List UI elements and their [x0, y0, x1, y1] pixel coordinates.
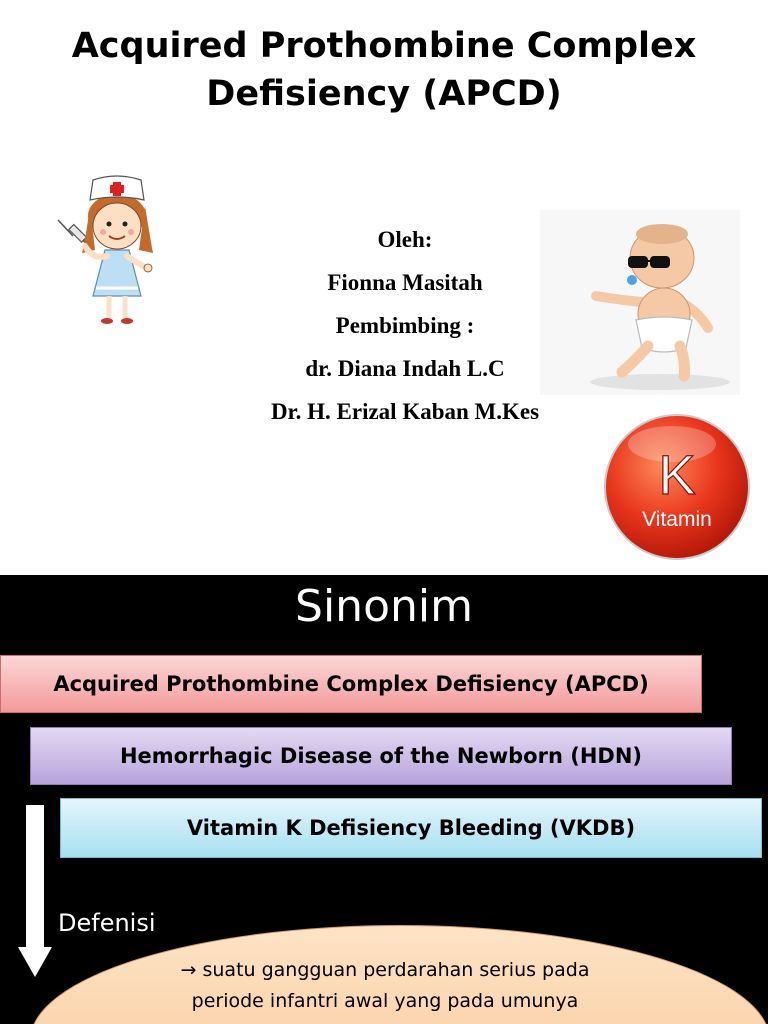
synonym-bar-apcd [0, 655, 702, 713]
by-label: Oleh: [377, 227, 433, 252]
supervisor-label: Pembimbing : [335, 313, 475, 338]
synonym-label: Vitamin K Defisiency Bleeding (VKDB) [186, 816, 636, 840]
supervisor-1: dr. Diana Indah L.C [305, 356, 505, 381]
title-line-2: Defisiency (APCD) [206, 74, 562, 114]
synonym-slide [0, 575, 768, 1024]
syringe-icon [58, 220, 88, 245]
title-line-1: Acquired Prothombine Complex [71, 26, 697, 66]
baby-illustration [540, 210, 740, 395]
vitamin-k-ball [602, 412, 752, 562]
synonym-label: Hemorrhagic Disease of the Newborn (HDN) [119, 744, 643, 768]
synonym-label: Acquired Prothombine Complex Defisiency (APCD) [53, 672, 649, 696]
definition-line-1: → suatu gangguan perdarahan serius pada [180, 959, 590, 981]
synonym-bar-hdn [30, 727, 732, 785]
definition-text [130, 955, 640, 1017]
nurse-illustration [55, 168, 160, 328]
definition-line-2: periode infantri awal yang pada umunya [191, 990, 579, 1012]
author-name: Fionna Masitah [327, 270, 483, 295]
definition-label: Defenisi [58, 909, 156, 937]
supervisor-2: Dr. H. Erizal Kaban M.Kes [270, 399, 540, 424]
synonym-bar-vkdb [60, 798, 762, 858]
vitamin-label: Vitamin [642, 508, 712, 531]
slide-heading: Sinonim [295, 581, 473, 632]
slide-title [20, 22, 748, 118]
down-arrow-icon [18, 805, 52, 977]
vitamin-letter: K [658, 443, 696, 506]
